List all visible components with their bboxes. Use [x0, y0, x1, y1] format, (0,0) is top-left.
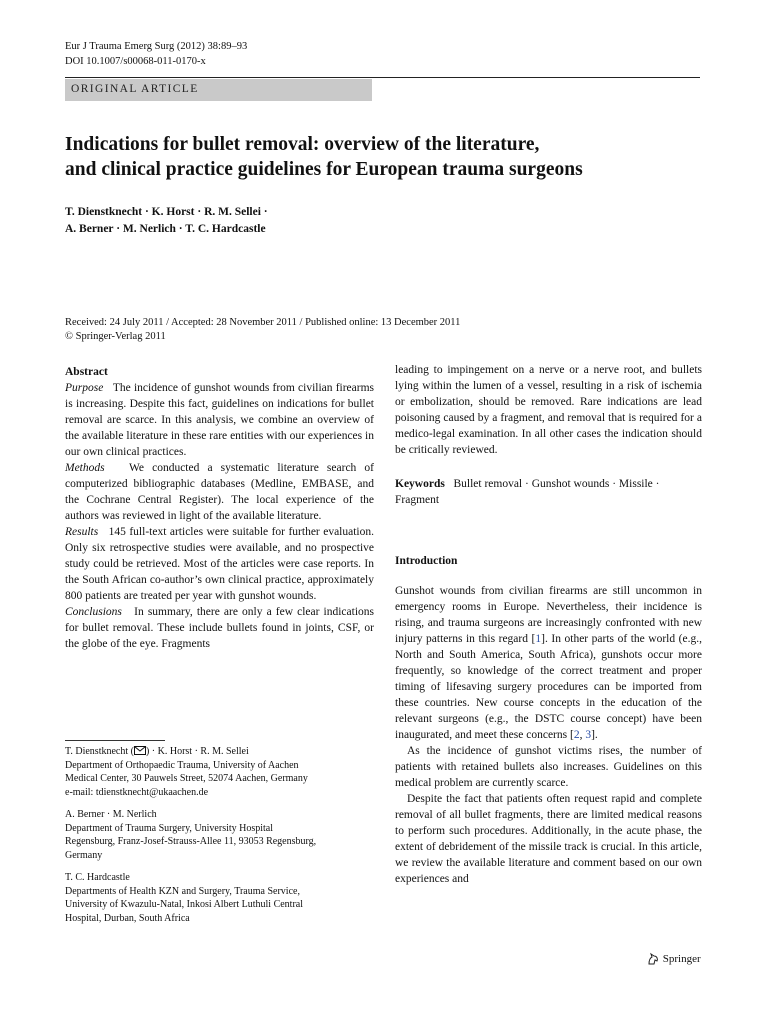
paper-title	[65, 132, 705, 182]
envelope-icon	[134, 746, 146, 755]
author-list	[65, 204, 705, 238]
introduction-heading: Introduction	[395, 555, 458, 567]
affiliation-2	[65, 808, 385, 862]
conclusions-label: Conclusions	[65, 606, 122, 618]
springer-horse-icon	[646, 952, 660, 966]
affiliation-2-address-1: Regensburg, Franz-Josef-Strauss-Allee 11, 93053 Regensburg,	[65, 836, 317, 847]
keywords	[395, 476, 702, 508]
affiliation-3-names: T. C. Hardcastle	[65, 872, 130, 883]
title-line-2: and clinical practice guidelines for European trauma surgeons	[65, 159, 583, 180]
purpose-label: Purpose	[65, 382, 104, 394]
article-type: ORIGINAL ARTICLE	[71, 83, 199, 95]
affiliation-1-email[interactable]: e-mail: tdienstknecht@ukaachen.de	[65, 786, 209, 798]
abstract-purpose	[65, 380, 374, 460]
intro-paragraph-2: As the incidence of gunshot victims rises, the number of patients with retained bullets also increases. Guidelines on this medical problem are currently scarce.	[395, 745, 702, 789]
article-type-banner	[65, 79, 372, 101]
abstract-conclusions	[65, 604, 374, 652]
affiliation-3	[65, 871, 385, 925]
affiliation-2-dept: Department of Trauma Surgery, University Hospital	[65, 822, 274, 834]
authors-line-2: A. Berner · M. Nerlich · T. C. Hardcastle	[65, 223, 266, 235]
title-line-1: Indications for bullet removal: overview of the literature,	[65, 134, 540, 155]
affiliation-1-address: Medical Center, 30 Pauwels Street, 52074 Aachen, Germany	[65, 773, 308, 784]
affiliation-1	[65, 745, 385, 799]
citation-link-3[interactable]: 3	[585, 729, 592, 741]
publisher-logo	[646, 952, 701, 966]
abstract-heading: Abstract	[65, 366, 108, 378]
intro-p1-sep: ,	[579, 729, 586, 741]
intro-p1-text-c: ].	[591, 729, 598, 741]
intro-paragraph-3: Despite the fact that patients often request rapid and complete removal of all bullet fragments, there are limited medical reasons to perform such procedures. Additionally, in the acute phase, the extent of debridement of the missile track is crucial. In this article, we review the available literature and comment based on our own experiences and	[395, 793, 702, 885]
methods-text: We conducted a systematic literature search of computerized bibliographic databases (Medline, EMBASE, and the Cochrane Central Register). The local experience of the authors was reviewed in light of the available literature.	[65, 462, 374, 522]
affiliation-1-names-pre: T. Dienstknecht (	[65, 746, 134, 757]
affiliation-3-address-1: University of Kwazulu-Natal, Inkosi Albert Luthuli Central	[65, 899, 304, 910]
authors-line-1: T. Dienstknecht · K. Horst · R. M. Sellei ·	[65, 206, 268, 218]
article-history	[65, 316, 705, 344]
citation-link-2[interactable]: 2	[573, 729, 580, 741]
publisher-name: Springer	[662, 953, 701, 965]
copyright: © Springer-Verlag 2011	[65, 331, 166, 342]
intro-p1-text-a: Gunshot wounds from civilian firearms are still uncommon in emergency rooms in Europe. Nevertheless, their incidence is rising, and trauma surgeons are increasingly confronted with new injury patterns in this regard [	[395, 585, 702, 645]
footnote-rule	[65, 740, 165, 741]
methods-label: Methods	[65, 462, 105, 474]
abstract-section	[65, 364, 374, 652]
results-text: 145 full-text articles were suitable for further evaluation. Only six retrospective studies were available, and no prospective study could be retrieved. Most of the articles were case reports. In the South African co-author’s own clinical practice, approximately 800 patients are treated per year with gunshot wounds.	[65, 526, 374, 602]
doi: DOI 10.1007/s00068-011-0170-x	[65, 56, 206, 67]
intro-p1-text-b: ]. In other parts of the world (e.g., North and South America, South Africa), gunshots occur more frequently, so knowledge of the correct treatment and proper timing of lifesaving surgery procedures can be imported from these countries. New course concepts in the education of the relevant surgeons (e.g., the DSTC course concept) have been inaugurated, and meet these concerns [	[395, 633, 702, 741]
right-column	[395, 362, 702, 887]
affiliation-2-names: A. Berner · M. Nerlich	[65, 809, 157, 820]
keywords-text: Bullet removal · Gunshot wounds · Missile · Fragment	[395, 478, 660, 506]
affiliation-3-dept: Departments of Health KZN and Surgery, Trauma Service,	[65, 885, 300, 897]
results-label: Results	[65, 526, 99, 538]
affiliation-3-address-2: Hospital, Durban, South Africa	[65, 912, 190, 924]
affiliations	[65, 745, 385, 934]
citation-link-1[interactable]: 1	[535, 633, 542, 645]
purpose-text: The incidence of gunshot wounds from civilian firearms is increasing. Despite this fact, guidelines on indications for bullet removal are scarce. In this analysis, we combine an overview of the available literature in these rare entities with our experiences in our own clinical practices.	[65, 382, 375, 458]
abstract-continued: leading to impingement on a nerve or a nerve root, and bullets lying within the lumen of a vessel, resulting in a risk of ischemia or embolization, should be removed. Rare indications are lead poisoning caused by a fragment, and removal that is required for a medico-legal examination. In all other cases the indication should be critically reviewed.	[395, 364, 702, 456]
conclusions-text: In summary, there are only a few clear indications for bullet removal. These include bullets found in joints, CSF, or the globe of the eye. Fragments	[65, 606, 375, 650]
affiliation-2-address-2: Germany	[65, 849, 103, 861]
abstract-results	[65, 524, 374, 604]
keywords-label: Keywords	[395, 478, 445, 490]
affiliation-1-names-post: ) · K. Horst · R. M. Sellei	[145, 746, 249, 757]
intro-paragraph-1	[395, 583, 702, 743]
history-dates: Received: 24 July 2011 / Accepted: 28 November 2011 / Published online: 13 December 2011	[65, 317, 461, 328]
journal-citation: Eur J Trauma Emerg Surg (2012) 38:89–93	[65, 41, 248, 52]
affiliation-1-dept: Department of Orthopaedic Trauma, University of Aachen	[65, 759, 299, 771]
abstract-methods	[65, 460, 374, 524]
header-rule	[65, 77, 700, 78]
